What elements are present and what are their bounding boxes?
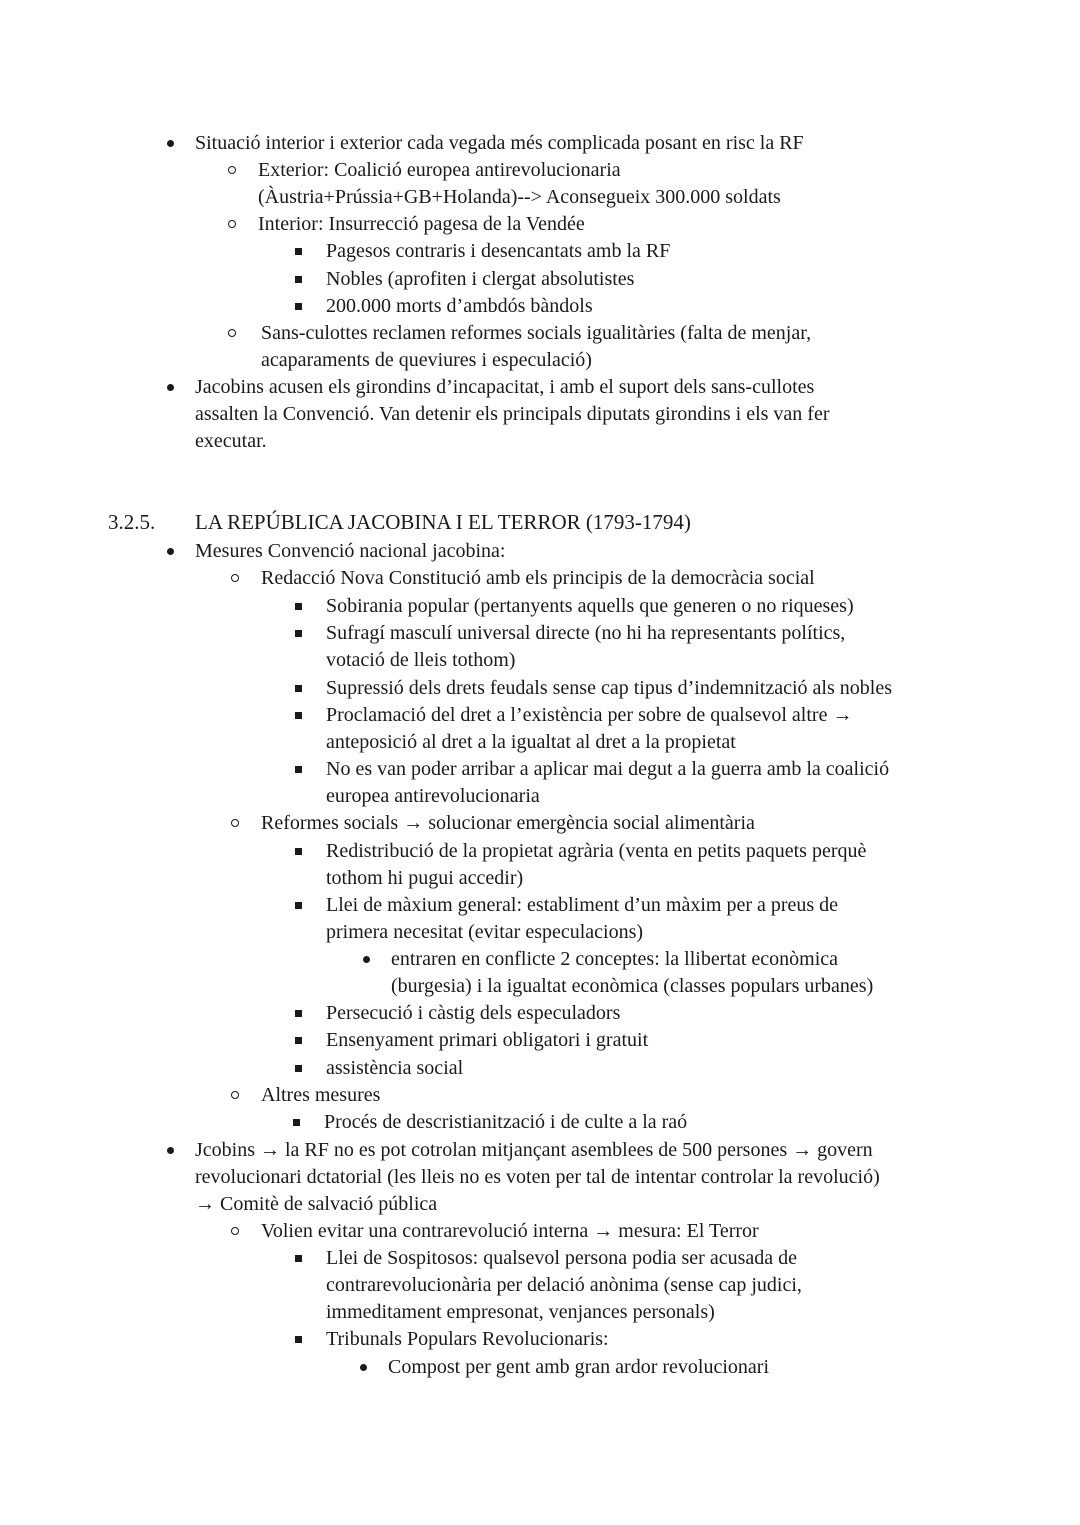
bullet-circle-icon — [228, 158, 236, 174]
list-item-cont: revolucionari dctatorial (les lleis no es voten per tal de intentar controlar la revolució) — [195, 1166, 880, 1188]
list-item-cont: contrarevolucionària per delació anònima (sense cap judici, — [326, 1274, 802, 1296]
list-item: Persecució i càstig dels especuladors — [326, 1002, 621, 1024]
list-item-cont: primera necesitat (evitar especulacions) — [326, 921, 644, 943]
list-item: Redistribució de la propietat agrària (venta en petits paquets perquè — [326, 840, 867, 862]
list-item-cont: anteposició al dret a la igualtat al dret a la propietat — [326, 731, 736, 753]
bullet-square-icon — [295, 757, 302, 773]
list-item: Sobirania popular (pertanyents aquells que generen o no riqueses) — [326, 595, 854, 617]
bullet-circle-icon — [231, 566, 239, 582]
list-item: Llei de Sospitosos: qualsevol persona podia ser acusada de — [326, 1247, 797, 1269]
bullet-circle-icon — [228, 212, 236, 228]
bullet-square-icon — [293, 1110, 300, 1126]
list-item: Interior: Insurrecció pagesa de la Vendée — [258, 213, 585, 235]
list-item: Jcobins → la RF no es pot cotrolan mitjançant asemblees de 500 persones → govern — [195, 1139, 873, 1161]
list-item: Reformes socials → solucionar emergència social alimentària — [261, 812, 755, 834]
list-item: Exterior: Coalició europea antirevolucionaria — [258, 159, 621, 181]
list-item: Llei de màxium general: establiment d’un màxim per a preus de — [326, 894, 839, 916]
list-item: No es van poder arribar a aplicar mai degut a la guerra amb la coalició — [326, 758, 890, 780]
list-item: Volien evitar una contrarevolució interna → mesura: El Terror — [261, 1220, 759, 1242]
list-item: Nobles (aprofiten i clergat absolutistes — [326, 268, 635, 290]
bullet-square-icon — [295, 1246, 302, 1262]
bullet-square-icon — [295, 1056, 302, 1072]
list-item: assistència social — [326, 1057, 464, 1079]
bullet-square-icon — [295, 703, 302, 719]
bullet-square-icon — [295, 893, 302, 909]
list-item: Compost per gent amb gran ardor revolucionari — [388, 1356, 769, 1378]
bullet-circle-icon — [228, 321, 236, 337]
list-item-cont: → Comitè de salvació pública — [195, 1193, 438, 1215]
bullet-circle-icon — [231, 1219, 239, 1235]
bullet-square-icon — [295, 239, 302, 255]
bullet-disc-icon — [363, 947, 370, 963]
list-item: entraren en conflicte 2 conceptes: la llibertat econòmica — [391, 948, 839, 970]
bullet-disc-icon — [360, 1355, 367, 1371]
bullet-square-icon — [295, 294, 302, 310]
list-item: Tribunals Populars Revolucionaris: — [326, 1328, 609, 1350]
list-item: Sans-culottes reclamen reformes socials igualitàries (falta de menjar, — [261, 322, 812, 344]
section-number: 3.2.5. — [108, 510, 156, 534]
list-item: Sufragí masculí universal directe (no hi ha representants polítics, — [326, 622, 846, 644]
list-item-cont: votació de lleis tothom) — [326, 649, 516, 671]
bullet-square-icon — [295, 594, 302, 610]
bullet-circle-icon — [231, 811, 239, 827]
bullet-square-icon — [295, 621, 302, 637]
list-item: Altres mesures — [261, 1084, 381, 1106]
list-item-cont: acaparaments de queviures i especulació) — [261, 349, 592, 371]
list-item-cont: immeditament empresonat, venjances personals) — [326, 1301, 715, 1323]
list-item: Pagesos contraris i desencantats amb la RF — [326, 240, 671, 262]
list-item: Redacció Nova Constitució amb els principis de la democràcia social — [261, 567, 815, 589]
bullet-disc-icon — [167, 1138, 174, 1154]
list-item-cont: europea antirevolucionaria — [326, 785, 540, 807]
list-item: Supressió dels drets feudals sense cap tipus d’indemnització als nobles — [326, 677, 892, 699]
list-item: Procés de descristianització i de culte a la raó — [324, 1111, 688, 1133]
list-item-cont: assalten la Convenció. Van detenir els principals diputats girondins i els van fer — [195, 403, 830, 425]
bullet-disc-icon — [167, 539, 174, 555]
list-item: Situació interior i exterior cada vegada més complicada posant en risc la RF — [195, 132, 804, 154]
list-item-cont: (burgesia) i la igualtat econòmica (classes populars urbanes) — [391, 975, 874, 997]
bullet-circle-icon — [231, 1083, 239, 1099]
list-item: Ensenyament primari obligatori i gratuit — [326, 1029, 649, 1051]
bullet-square-icon — [295, 1327, 302, 1343]
list-item-cont: executar. — [195, 430, 267, 452]
list-item: 200.000 morts d’ambdós bàndols — [326, 295, 593, 317]
list-item: Jacobins acusen els girondins d’incapacitat, i amb el suport dels sans-cullotes — [195, 376, 815, 398]
bullet-disc-icon — [167, 375, 174, 391]
list-item: Mesures Convenció nacional jacobina: — [195, 540, 506, 562]
section-title: LA REPÚBLICA JACOBINA I EL TERROR (1793-1794) — [195, 510, 691, 534]
bullet-square-icon — [295, 839, 302, 855]
bullet-square-icon — [295, 676, 302, 692]
list-item-cont: (Àustria+Prússia+GB+Holanda)--> Aconsegueix 300.000 soldats — [258, 186, 781, 208]
bullet-square-icon — [295, 1028, 302, 1044]
bullet-disc-icon — [167, 131, 174, 147]
list-item-cont: tothom hi pugui accedir) — [326, 867, 524, 889]
bullet-square-icon — [295, 1001, 302, 1017]
bullet-square-icon — [295, 267, 302, 283]
list-item: Proclamació del dret a l’existència per sobre de qualsevol altre → — [326, 704, 853, 726]
